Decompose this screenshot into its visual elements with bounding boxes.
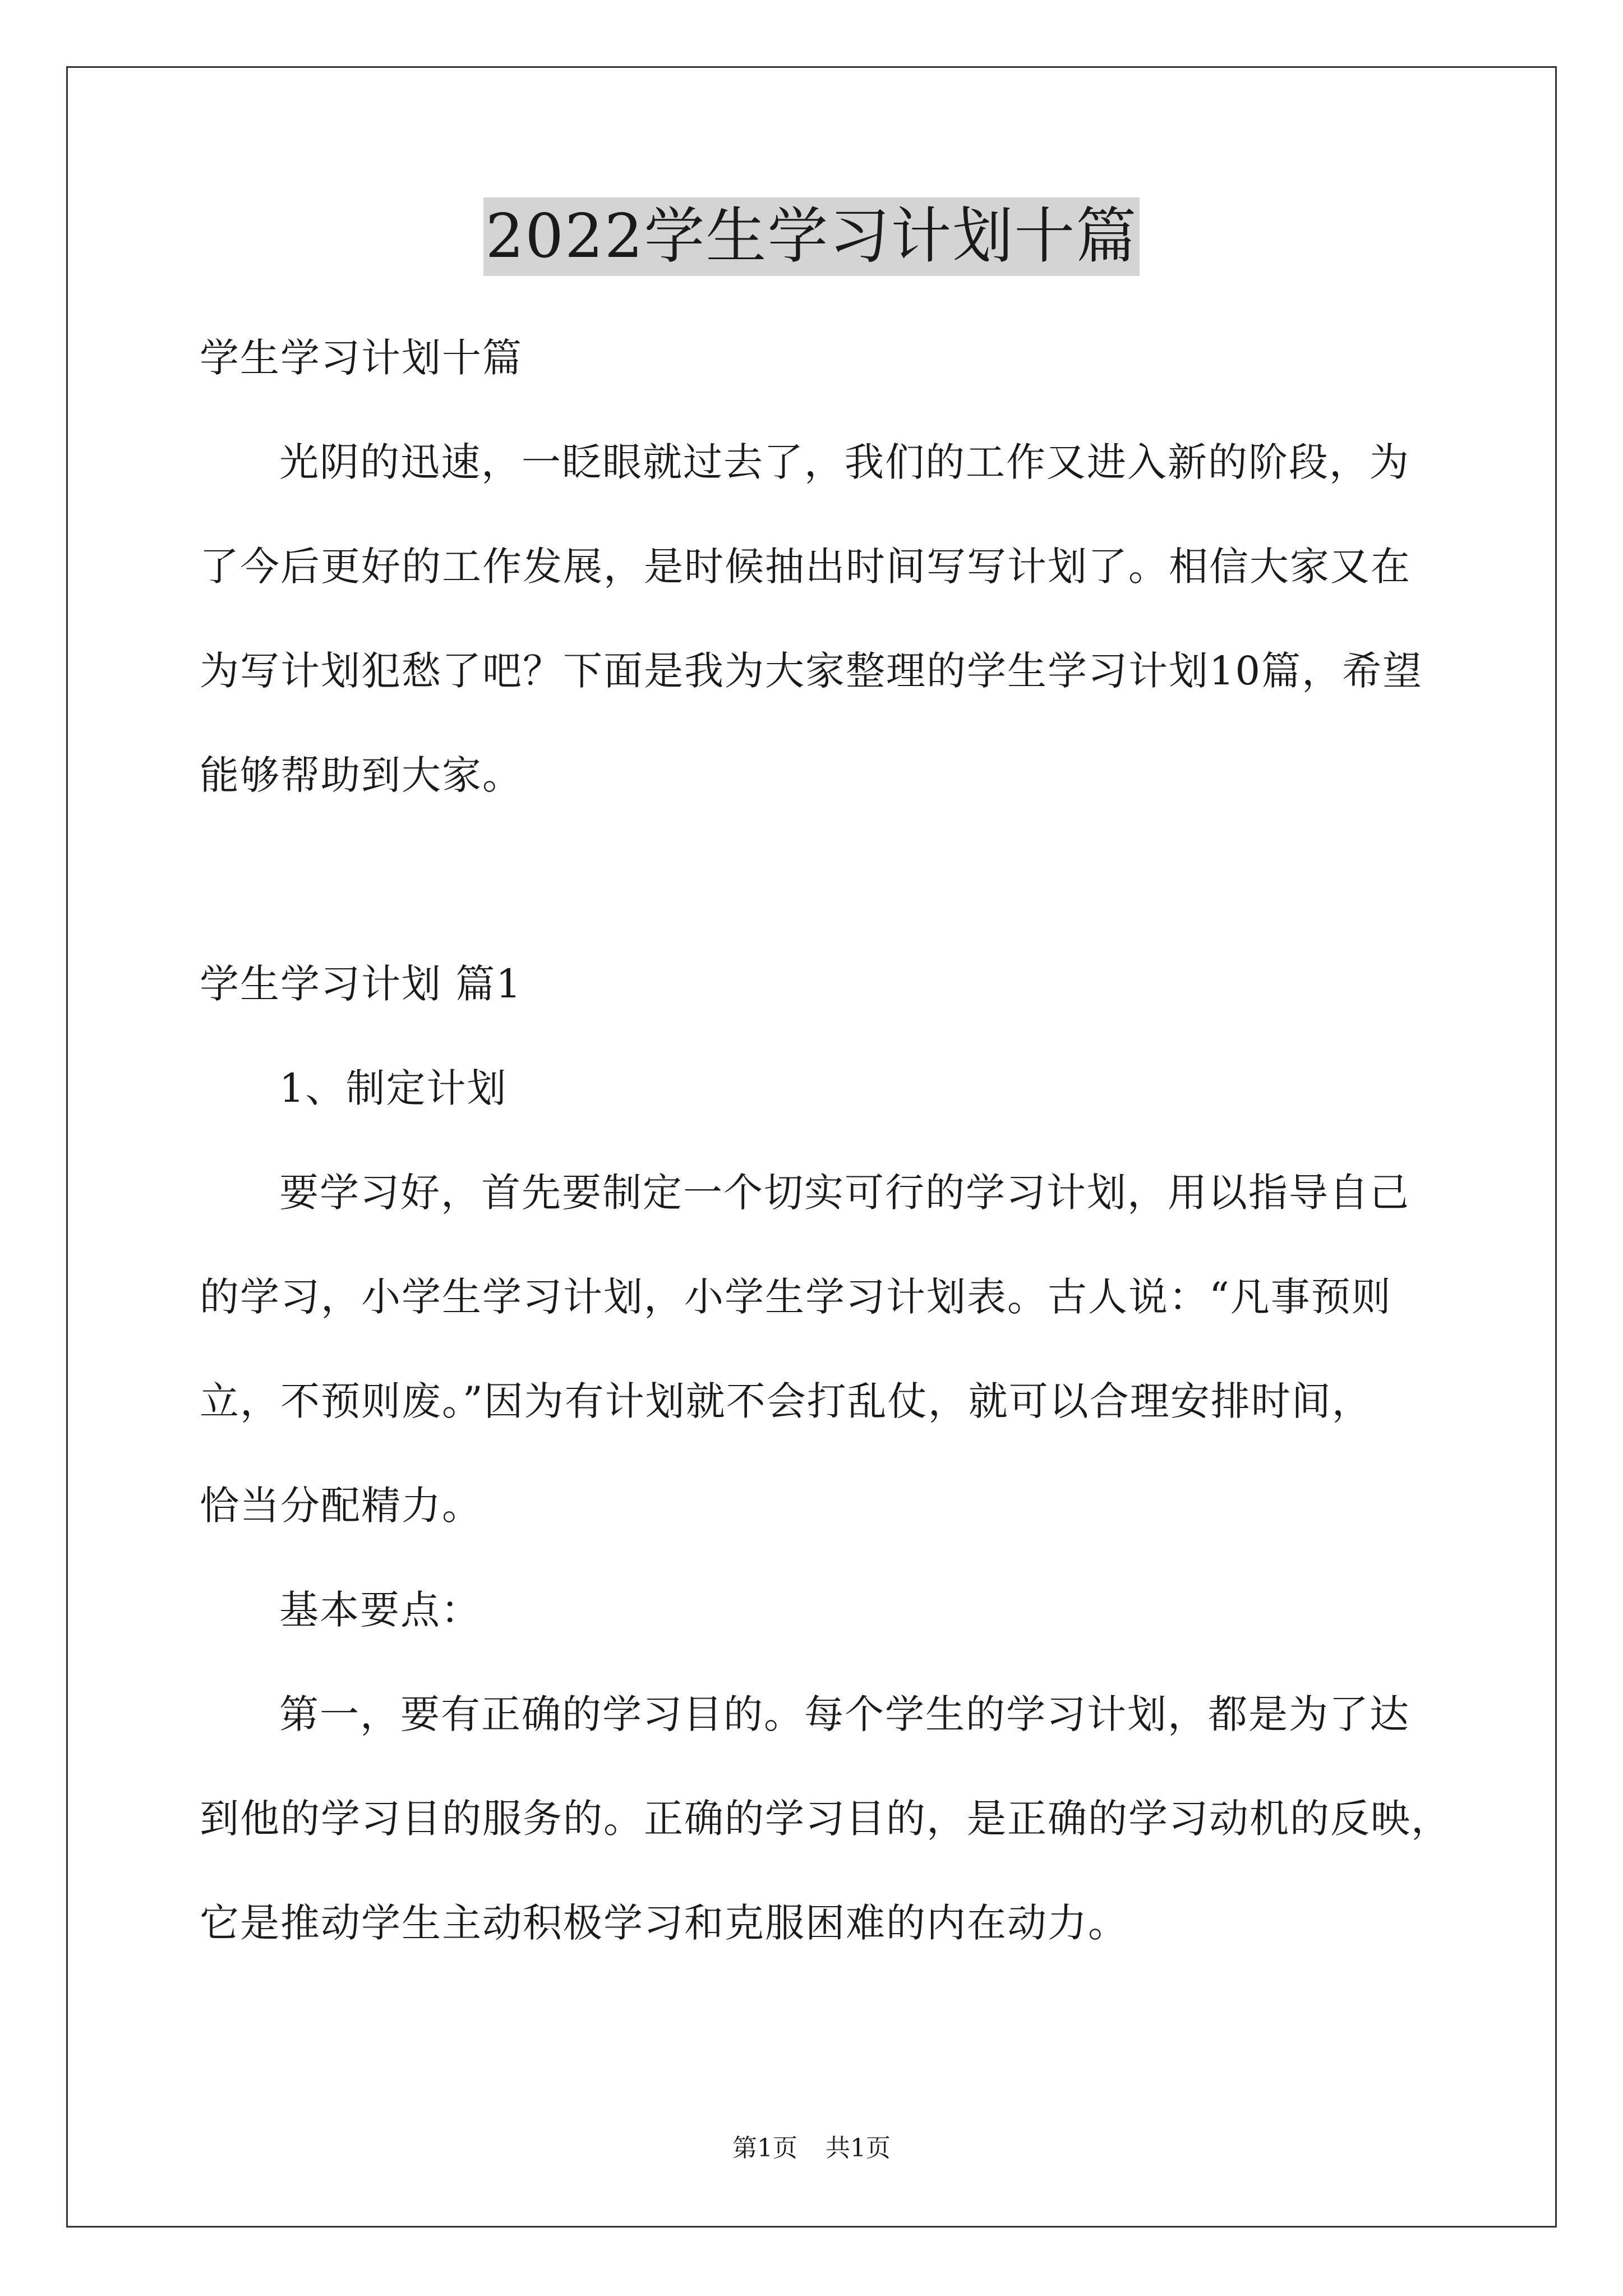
document-title: 2022学生学习计划十篇 [483,197,1140,276]
paragraph-line: 能够帮助到大家。 [200,752,523,798]
blank-line [200,827,1433,932]
subheading: 基本要点： [279,1587,481,1633]
paragraph-line: 它是推动学生主动积极学习和克服困难的内在动力。 [200,1900,1128,1946]
subheading: 1、制定计划 [279,1065,508,1111]
paragraph-line: 学生学习计划十篇 [200,335,523,381]
page-number: 第1页 [732,2134,797,2162]
paragraph-line: 了今后更好的工作发展，是时候抽出时间写写计划了。相信大家又在 [200,544,1411,590]
paragraph-line: 要学习好，首先要制定一个切实可行的学习计划，用以指导自己 [279,1170,1410,1216]
page-total: 共1页 [826,2134,891,2162]
section-heading: 学生学习计划 篇1 [200,961,522,1007]
paragraph-line: 为写计划犯愁了吧？下面是我为大家整理的学生学习计划10篇，希望 [200,648,1423,694]
paragraph-line: 恰当分配精力。 [200,1483,482,1529]
paragraph-line: 到他的学习目的服务的。正确的学习目的，是正确的学习动机的反映， [200,1796,1451,1842]
paragraph-line: 的学习，小学生学习计划，小学生学习计划表。古人说：“凡事预则 [200,1274,1392,1320]
paragraph-line: 光阴的迅速，一眨眼就过去了，我们的工作又进入新的阶段，为 [279,439,1410,485]
title-container [0,197,1623,276]
paragraph-line: 立，不预则废。”因为有计划就不会打乱仗，就可以合理安排时间， [200,1378,1372,1424]
page-footer [0,2132,1623,2165]
document-body [200,306,1451,1975]
paragraph-line: 第一，要有正确的学习目的。每个学生的学习计划，都是为了达 [279,1691,1410,1737]
